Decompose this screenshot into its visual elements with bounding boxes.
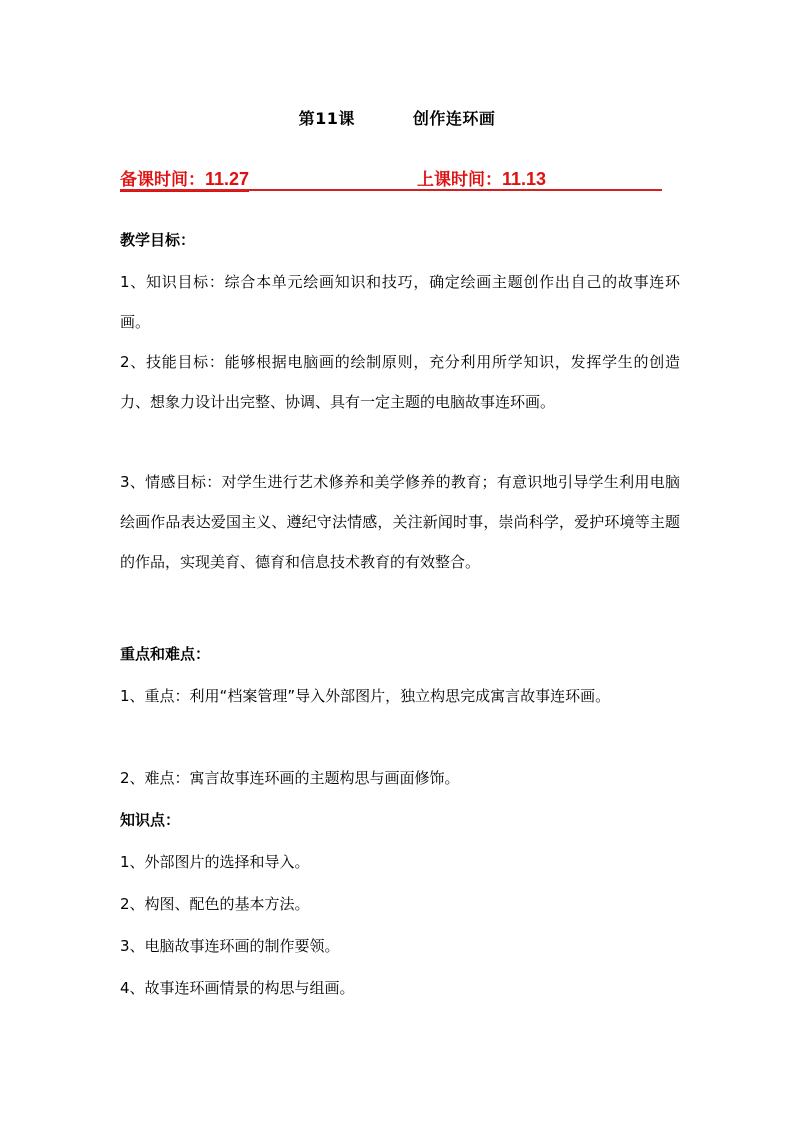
- lesson-title: 创作连环画: [412, 109, 496, 128]
- class-time-value: 11.13: [502, 169, 547, 189]
- goal-item-emotion: 3、情感目标：对学生进行艺术修养和美学修养的教育；有意识地引导学生利用电脑绘画作品表达爱国主义、遵纪守法情感，关注新闻时事，崇尚科学，爱护环境等主题的作品，实现美育、德育和信息技术教育的有效整合。: [120, 473, 680, 571]
- knowledge-item: 3、电脑故事连环画的制作要领。: [120, 937, 340, 955]
- key-point-item: 1、重点：利用“档案管理”导入外部图片，独立构思完成寓言故事连环画。: [120, 687, 611, 705]
- knowledge-item: 2、构图、配色的基本方法。: [120, 895, 310, 913]
- lesson-title-line: [0, 106, 794, 129]
- prep-time-value: 11.27: [205, 169, 250, 189]
- class-time-label: 上课时间：: [417, 170, 502, 190]
- knowledge-item: 4、故事连环画情景的构思与组画。: [120, 979, 355, 997]
- class-time: [417, 165, 546, 190]
- key-points-heading: 重点和难点：: [120, 645, 211, 663]
- prep-time-label: 备课时间：: [120, 170, 205, 190]
- lesson-time-row: [120, 165, 662, 191]
- lesson-number: 第11课: [298, 109, 355, 128]
- knowledge-heading: 知识点：: [120, 811, 181, 829]
- goal-item-knowledge: 1、知识目标：综合本单元绘画知识和技巧，确定绘画主题创作出自己的故事连环画。: [120, 273, 680, 331]
- knowledge-item: 1、外部图片的选择和导入。: [120, 853, 310, 871]
- goals-heading: 教学目标：: [120, 231, 196, 249]
- prep-time: [120, 165, 249, 192]
- difficult-point-item: 2、难点：寓言故事连环画的主题构思与画面修饰。: [120, 769, 460, 787]
- goal-item-skill: 2、技能目标：能够根据电脑画的绘制原则，充分利用所学知识，发挥学生的创造力、想象力设计出完整、协调、具有一定主题的电脑故事连环画。: [120, 353, 680, 411]
